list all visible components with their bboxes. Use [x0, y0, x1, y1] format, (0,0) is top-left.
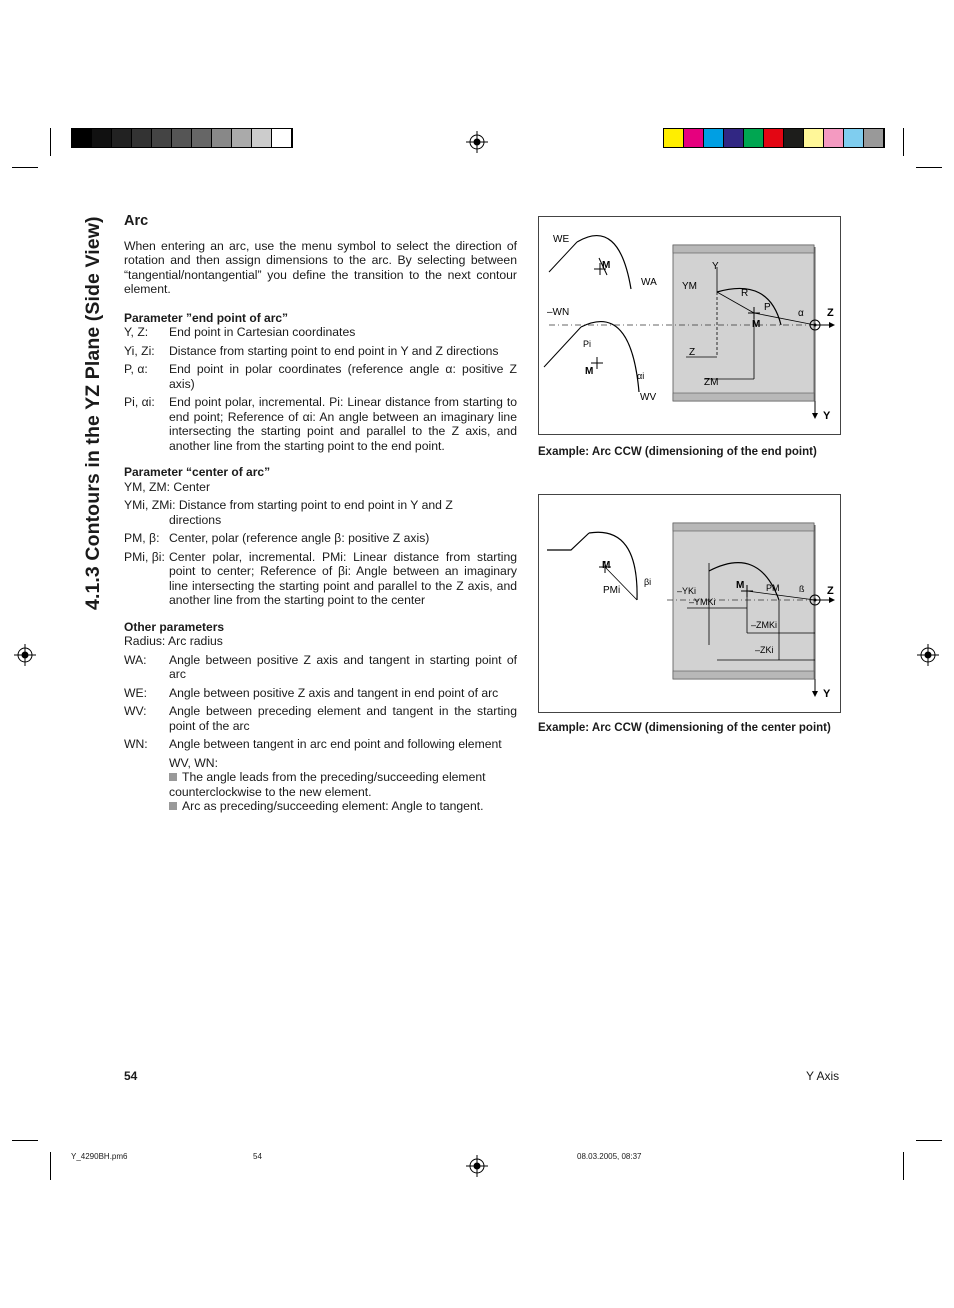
- timestamp: 08.03.2005, 08:37: [577, 1152, 642, 1161]
- label-alpha-i: αi: [637, 371, 645, 381]
- center-increment: [124, 498, 517, 527]
- text-column: [124, 214, 517, 814]
- color-swatch: [152, 129, 172, 147]
- param-row: [124, 686, 517, 701]
- param-description: Angle between preceding element and tangent in the starting point of the arc: [169, 704, 517, 733]
- radius-line: Radius: Arc radius: [124, 634, 223, 648]
- file-page: 54: [253, 1152, 262, 1161]
- color-swatch: [824, 129, 844, 147]
- label-beta-i: βi: [644, 577, 652, 587]
- label-m: M: [585, 366, 594, 377]
- wvwn-label: WV, WN:: [169, 755, 218, 770]
- color-swatch: [132, 129, 152, 147]
- color-strip: [663, 128, 885, 148]
- color-swatch: [744, 129, 764, 147]
- crop-mark: [50, 128, 51, 156]
- color-swatch: [172, 129, 192, 147]
- param-description: Angle between tangent in arc end point and following element: [169, 737, 502, 751]
- crop-mark: [50, 1152, 51, 1180]
- param-row: [124, 395, 517, 453]
- param-key: WV:: [124, 704, 147, 718]
- crop-mark: [916, 167, 942, 168]
- axis-y-label: Y: [823, 410, 831, 422]
- label-beta: ß: [799, 584, 805, 594]
- label-we: WE: [553, 234, 570, 245]
- color-swatch: [844, 129, 864, 147]
- registration-mark-icon: [14, 644, 36, 666]
- param-key: PMi, βi:: [124, 549, 165, 564]
- label-zmki: –ZMKi: [751, 620, 778, 630]
- param-key: Pi, αi:: [124, 395, 155, 409]
- param-row: [124, 325, 517, 340]
- label-m: M: [736, 580, 745, 591]
- center-heading: Parameter “center of arc”: [124, 465, 271, 479]
- color-swatch: [864, 129, 884, 147]
- param-key: Y, Z:: [124, 325, 149, 339]
- color-swatch: [724, 129, 744, 147]
- label-zki: –ZKi: [755, 645, 774, 655]
- label-ym: YM: [682, 281, 697, 292]
- color-swatch: [112, 129, 132, 147]
- axis-z-label: Z: [827, 585, 834, 597]
- crop-mark: [916, 1140, 942, 1141]
- color-swatch: [764, 129, 784, 147]
- side-title: 4.1.3 Contours in the YZ Plane (Side View): [82, 216, 104, 610]
- color-swatch: [664, 129, 684, 147]
- label-r: R: [741, 288, 749, 299]
- label-pi: Pi: [583, 339, 592, 349]
- other-list: [124, 653, 517, 752]
- param-key: PM, β:: [124, 531, 160, 545]
- param-row: [124, 531, 517, 546]
- label-wn: –WN: [547, 307, 570, 318]
- figure-center-point: [538, 494, 841, 713]
- axis-y-label: Y: [823, 688, 831, 700]
- param-row: [124, 550, 517, 608]
- label-pm: PM: [766, 583, 780, 593]
- param-key: WE:: [124, 685, 148, 700]
- registration-mark-icon: [917, 644, 939, 666]
- param-description: Center polar, incremental. PMi: Linear distance from starting point to center; Reference of βi: Angle between an imaginary line intersecting the starting point and parallel to the Z axis, and another line from the starting point to the center: [169, 549, 517, 607]
- color-swatch: [192, 129, 212, 147]
- figure-end-point-caption: Example: Arc CCW (dimensioning of the end point): [538, 446, 817, 458]
- label-pmi: PMi: [603, 585, 621, 596]
- crop-mark: [903, 1152, 904, 1180]
- chapter-name: Y Axis: [806, 1069, 840, 1083]
- bullet-item: [124, 770, 517, 799]
- label-z: Z: [689, 347, 696, 358]
- color-swatch: [252, 129, 272, 147]
- center-increment-text: Distance from starting point to end point in Y and Z: [178, 498, 453, 512]
- param-description: Center, polar (reference angle β: positive Z axis): [169, 531, 430, 545]
- other-heading: Other parameters: [124, 619, 225, 634]
- bullet-text: The angle leads from the preceding/succeeding element counterclockwise to the new element.: [169, 770, 486, 799]
- bullet-item: [124, 799, 517, 814]
- figure-end-point-drawing: [539, 217, 840, 434]
- label-p: P: [764, 302, 771, 313]
- figure-center-point-drawing: [539, 495, 840, 712]
- param-row: [124, 344, 517, 359]
- param-row: [124, 653, 517, 682]
- label-m: M: [602, 260, 611, 271]
- figure-center-point-caption: Example: Arc CCW (dimensioning of the center point): [538, 722, 831, 734]
- color-swatch: [212, 129, 232, 147]
- label-y: Y: [712, 261, 719, 272]
- label-yki: –YKi: [677, 586, 697, 596]
- registration-mark-icon: [466, 131, 488, 153]
- figure-end-point: [538, 216, 841, 435]
- intro-paragraph: When entering an arc, use the menu symbol to select the direction of rotation and then assign dimensions to the arc. By selecting between “tangential/nontangential” you define the transition to the next contour element.: [124, 238, 517, 296]
- crop-mark: [903, 128, 904, 156]
- axis-z-label: Z: [827, 307, 834, 319]
- end-point-heading: Parameter ”end point of arc”: [124, 310, 289, 325]
- end-point-list: [124, 325, 517, 453]
- param-row: [124, 362, 517, 391]
- param-description: Distance from starting point to end point in Y and Z directions: [169, 343, 499, 358]
- page-number: 54: [124, 1069, 138, 1083]
- grayscale-strip: [71, 128, 293, 148]
- label-m: M: [752, 319, 761, 330]
- color-swatch: [92, 129, 112, 147]
- param-description: Angle between positive Z axis and tangent in starting point of arc: [169, 652, 517, 681]
- label-wa: WA: [641, 277, 657, 288]
- label-wv: WV: [640, 392, 657, 403]
- param-description: Angle between positive Z axis and tangent in end point of arc: [169, 685, 499, 700]
- color-swatch: [704, 129, 724, 147]
- section-heading: Arc: [124, 213, 149, 229]
- center-increment-key: YMi, ZMi:: [124, 498, 176, 512]
- param-key: WA:: [124, 652, 147, 667]
- bullet-text: Arc as preceding/succeeding element: Angle to tangent.: [182, 799, 484, 813]
- label-ymki: –YMKi: [689, 597, 716, 607]
- color-swatch: [272, 129, 292, 147]
- param-key: WN:: [124, 737, 148, 751]
- file-name: Y_4290BH.pm6: [71, 1152, 128, 1161]
- crop-mark: [12, 1140, 38, 1141]
- param-row: [124, 737, 517, 752]
- color-swatch: [232, 129, 252, 147]
- label-alpha: α: [798, 308, 804, 319]
- param-description: End point polar, incremental. Pi: Linear distance from starting to end point; Reference of αi: An angle between an imaginary line intersecting the starting point and parallel to the Z axis, and another line from the starting point to the end point.: [169, 395, 517, 453]
- color-swatch: [804, 129, 824, 147]
- center-line: YM, ZM: Center: [124, 479, 211, 494]
- param-key: P, α:: [124, 362, 148, 376]
- registration-mark-icon: [466, 1155, 488, 1177]
- color-swatch: [784, 129, 804, 147]
- color-swatch: [684, 129, 704, 147]
- param-key: Yi, Zi:: [124, 343, 155, 358]
- color-swatch: [72, 129, 92, 147]
- crop-mark: [12, 167, 38, 168]
- center-list: [124, 531, 517, 608]
- param-description: End point in Cartesian coordinates: [169, 325, 356, 339]
- center-increment-cont: directions: [169, 512, 222, 527]
- label-m: M: [602, 560, 611, 571]
- param-row: [124, 704, 517, 733]
- label-zm: ZM: [704, 377, 719, 388]
- param-description: End point in polar coordinates (reference angle α: positive Z axis): [169, 362, 517, 391]
